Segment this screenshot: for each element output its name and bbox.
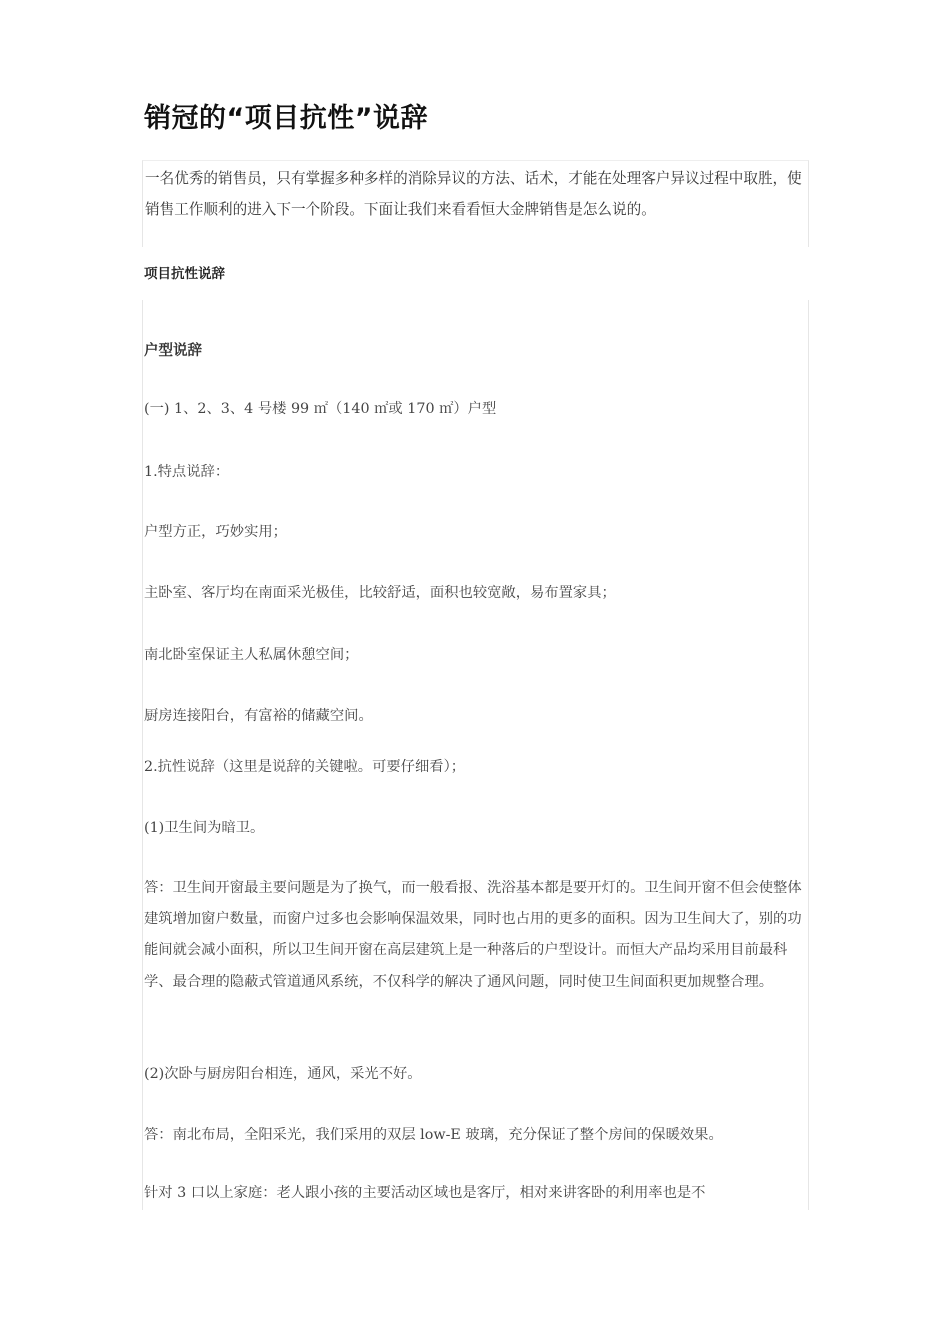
- unit-type-line: (一) 1、2、3、4 号楼 99 ㎡（140 ㎡或 170 ㎡）户型: [144, 401, 497, 417]
- features-heading: 1.特点说辞：: [144, 464, 230, 480]
- intro-box: [142, 160, 809, 247]
- objection-item: (1)卫生间为暗卫。: [144, 820, 265, 836]
- section-heading: 项目抗性说辞: [144, 266, 225, 282]
- feature-item: 户型方正，巧妙实用；: [144, 524, 287, 540]
- objection-item: (2)次卧与厨房阳台相连，通风，采光不好。: [144, 1066, 422, 1082]
- feature-item: 主卧室、客厅均在南面采光极佳，比较舒适，面积也较宽敞，易布置家具；: [144, 585, 616, 601]
- sub-heading: 户型说辞: [144, 343, 202, 359]
- answer-paragraph: 答：南北布局，全阳采光，我们采用的双层 low-E 玻璃，充分保证了整个房间的保暖效果。: [144, 1127, 723, 1143]
- resistance-heading: 2.抗性说辞（这里是说辞的关键啦。可要仔细看）；: [144, 759, 466, 775]
- answer-paragraph-continued: 针对 3 口以上家庭：老人跟小孩的主要活动区域也是客厅，相对来讲客卧的利用率也是不: [144, 1185, 706, 1201]
- feature-item: 厨房连接阳台，有富裕的储藏空间。: [144, 708, 373, 724]
- page-title: 销冠的“项目抗性”说辞: [144, 103, 428, 134]
- intro-paragraph: 一名优秀的销售员，只有掌握多种多样的消除异议的方法、话术，才能在处理客户异议过程中取胜，使销售工作顺利的进入下一个阶段。下面让我们来看看恒大金牌销售是怎么说的。: [145, 170, 802, 218]
- answer-paragraph: 答：卫生间开窗最主要问题是为了换气，而一般看报、洗浴基本都是要开灯的。卫生间开窗不但会使整体建筑增加窗户数量，而窗户过多也会影响保温效果，同时也占用的更多的面积。因为卫生间大了，别的功能间就会减小面积，所以卫生间开窗在高层建筑上是一种落后的户型设计。而恒大产品均采用目前最科学、最合理的隐蔽式管道通风系统，不仅科学的解决了通风问题，同时使卫生间面积更加规整合理。: [144, 880, 802, 990]
- feature-item: 南北卧室保证主人私属休憩空间；: [144, 647, 359, 663]
